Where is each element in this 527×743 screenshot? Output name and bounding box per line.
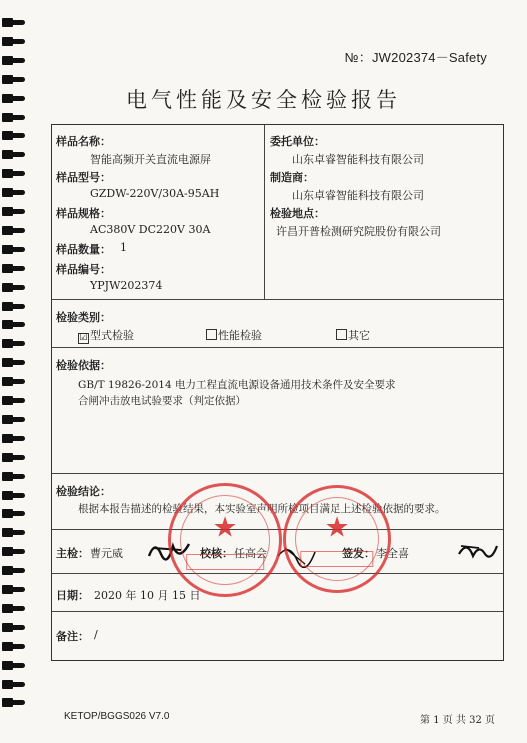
binding-ring bbox=[2, 623, 26, 632]
remark-label: 备注： bbox=[56, 630, 89, 643]
basis-label: 检验依据： bbox=[56, 359, 111, 372]
sample-code-value: YPJW202374 bbox=[90, 279, 163, 292]
binding-ring bbox=[2, 434, 26, 443]
sample-qty-value: 1 bbox=[120, 241, 127, 254]
sample-model-label: 样品型号： bbox=[56, 171, 111, 184]
binding-ring bbox=[2, 169, 26, 178]
checkbox-empty-icon bbox=[206, 329, 217, 340]
divider-vertical bbox=[264, 125, 265, 299]
binding-ring bbox=[2, 150, 26, 159]
sample-code-label: 样品编号： bbox=[56, 263, 111, 276]
testing-institute-seal: ★ bbox=[168, 483, 282, 597]
binding-ring bbox=[2, 207, 26, 216]
category-label: 检验类别： bbox=[56, 311, 111, 324]
spiral-binding bbox=[2, 18, 30, 718]
sample-qty-label: 样品数量： bbox=[56, 243, 111, 256]
category-option-other: 其它 bbox=[336, 327, 370, 343]
checkbox-checked-icon: ☑ bbox=[79, 333, 88, 343]
binding-ring bbox=[2, 75, 26, 84]
binding-ring bbox=[2, 131, 26, 140]
divider-sample bbox=[52, 299, 503, 300]
date-value: 2020 年 10 月 15 日 bbox=[94, 589, 201, 602]
binding-ring bbox=[2, 264, 26, 273]
binding-ring bbox=[2, 528, 26, 537]
site-label: 检验地点： bbox=[270, 207, 325, 220]
report-form-table bbox=[51, 124, 504, 661]
approve-name: 李全喜 bbox=[376, 547, 409, 560]
binding-ring bbox=[2, 415, 26, 424]
category-option-type-test: ☑ 型式检验 bbox=[79, 329, 134, 343]
sample-spec-value: AC380V DC220V 30A bbox=[90, 223, 211, 236]
binding-ring bbox=[2, 358, 26, 367]
binding-ring bbox=[2, 283, 26, 292]
binding-ring bbox=[2, 188, 26, 197]
chief-label: 主检： bbox=[56, 547, 89, 560]
basis-line-2: 合闸冲击放电试验要求（判定依据） bbox=[78, 395, 246, 407]
binding-ring bbox=[2, 698, 26, 707]
check-label: 校核： bbox=[200, 547, 233, 560]
binding-ring bbox=[2, 37, 26, 46]
form-code: KETOP/BGGS026 V7.0 bbox=[64, 711, 170, 722]
entrust-value: 山东卓睿智能科技有限公司 bbox=[292, 153, 424, 166]
maker-value: 山东卓睿智能科技有限公司 bbox=[292, 189, 424, 202]
binding-ring bbox=[2, 585, 26, 594]
report-number: №：JW202374－Safety bbox=[344, 50, 487, 65]
chief-name: 曹元威 bbox=[90, 547, 123, 560]
binding-ring bbox=[2, 604, 26, 613]
divider-category bbox=[52, 347, 503, 348]
binding-ring bbox=[2, 339, 26, 348]
binding-ring bbox=[2, 245, 26, 254]
binding-ring bbox=[2, 509, 26, 518]
divider-signatures bbox=[52, 573, 503, 574]
binding-ring bbox=[2, 396, 26, 405]
binding-ring bbox=[2, 680, 26, 689]
binding-ring bbox=[2, 547, 26, 556]
approve-label: 签发： bbox=[342, 547, 375, 560]
sample-name-value: 智能高频开关直流电源屏 bbox=[90, 153, 211, 166]
binding-ring bbox=[2, 302, 26, 311]
sample-model-value: GZDW-220V/30A-95AH bbox=[90, 187, 220, 200]
binding-ring bbox=[2, 453, 26, 462]
divider-basis bbox=[52, 473, 503, 474]
maker-label: 制造商： bbox=[270, 171, 314, 184]
site-value: 许昌开普检测研究院股份有限公司 bbox=[276, 225, 441, 238]
binding-ring bbox=[2, 472, 26, 481]
binding-ring bbox=[2, 661, 26, 670]
conclusion-label: 检验结论： bbox=[56, 485, 111, 498]
category-option-performance: 性能检验 bbox=[206, 327, 262, 343]
binding-ring bbox=[2, 18, 26, 27]
basis-line-1: GB/T 19826-2014 电力工程直流电源设备通用技术条件及安全要求 bbox=[78, 379, 396, 391]
page-info: 第 1 页 共 32 页 bbox=[420, 715, 495, 726]
conclusion-text: 根据本报告描述的检验结果，本实验室声明所检项目满足上述检验依据的要求。 bbox=[78, 503, 446, 515]
binding-ring bbox=[2, 320, 26, 329]
report-title: 电气性能及安全检验报告 bbox=[126, 88, 401, 112]
binding-ring bbox=[2, 226, 26, 235]
sample-spec-label: 样品规格： bbox=[56, 207, 111, 220]
binding-ring bbox=[2, 566, 26, 575]
check-name: 任高会 bbox=[234, 547, 267, 560]
entrust-label: 委托单位： bbox=[270, 135, 325, 148]
binding-ring bbox=[2, 377, 26, 386]
approve-signature bbox=[455, 536, 501, 566]
binding-ring bbox=[2, 491, 26, 500]
checkbox-empty-icon bbox=[336, 329, 347, 340]
date-label: 日期： bbox=[56, 589, 89, 602]
remark-value: / bbox=[94, 628, 98, 641]
binding-ring bbox=[2, 642, 26, 651]
inspection-special-seal: ★ bbox=[283, 485, 391, 593]
binding-ring bbox=[2, 56, 26, 65]
divider-date bbox=[52, 611, 503, 612]
sample-name-label: 样品名称： bbox=[56, 135, 111, 148]
